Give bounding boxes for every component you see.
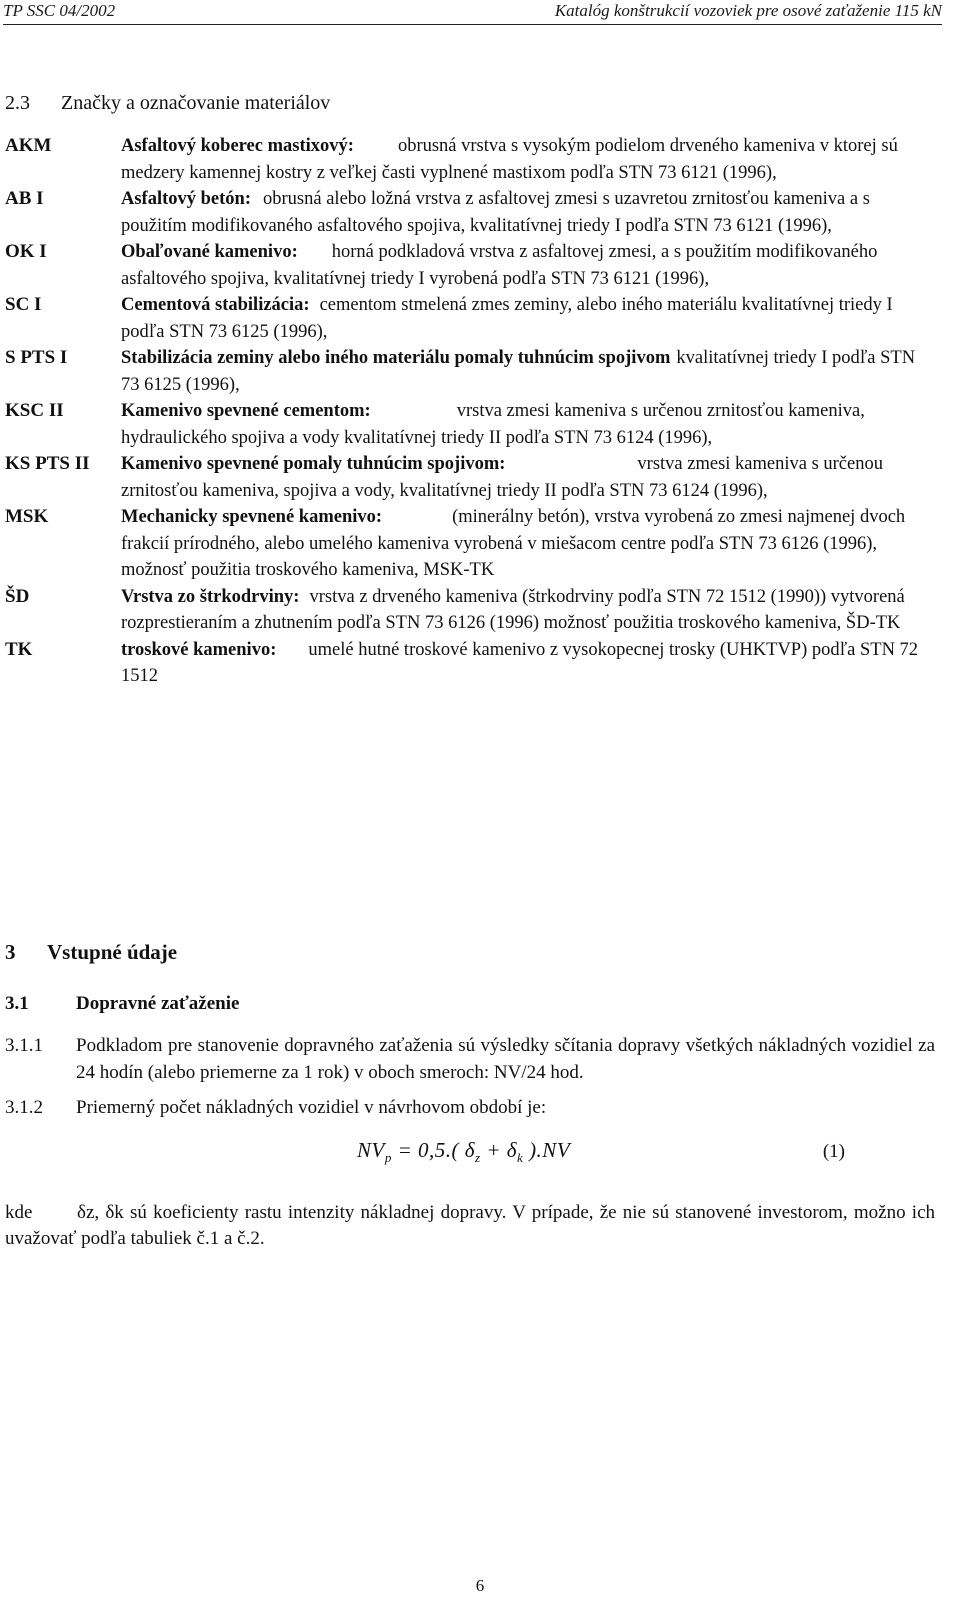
abbreviation-text: kvalitatívnej triedy I podľa STN 73 6125 (1996),: [121, 348, 916, 395]
abbreviation-text: vrstva zmesi kameniva s určenou zrnitosťou kameniva, spojiva a vody, kvalitatívnej triedy II podľa STN 73 6124 (1996),: [121, 454, 883, 501]
abbreviation-term: Obaľované kamenivo:: [121, 242, 298, 262]
abbreviation-term: Cementová stabilizácia:: [121, 295, 310, 315]
subsection-heading: [5, 993, 239, 1015]
abbreviation-term: Stabilizácia zeminy alebo iného materiálu pomaly tuhnúcim spojivom: [121, 348, 671, 368]
abbreviation-term: Mechanicky spevnené kamenivo:: [121, 507, 383, 527]
paragraph-number: 3.1.1: [5, 1035, 43, 1056]
chapter-number: 3: [5, 940, 16, 964]
abbreviation-term: Asfaltový koberec mastixový:: [121, 136, 354, 156]
abbreviation-term: troskové kamenivo:: [121, 639, 277, 660]
equation-subscript-z: z: [475, 1150, 481, 1166]
abbreviation-text: umelé hutné troskové kamenivo z vysokopecnej trosky (UHKTVP) podľa STN 72 1512: [121, 639, 919, 686]
abbreviation-item: [5, 398, 935, 451]
subsection-number: 3.1: [5, 993, 29, 1014]
paragraph-text: Podkladom pre stanovenie dopravného zaťaženia sú výsledky sčítania dopravy všetkých nákladných vozidiel za 24 hodín (alebo priemerne za 1 rok) v oboch smeroch: NV/24 hod.: [76, 1035, 935, 1083]
equation-rhs: ).NV: [523, 1138, 571, 1162]
abbreviation-text: vrstva z drveného kameniva (štrkodrviny podľa STN 72 1512 (1990)) vytvorená rozprestieraním a zhutnením podľa STN 73 6126 (1996) možnosť použitia troskového kameniva, ŠD-TK: [121, 586, 905, 633]
equation-lhs-subscript: p: [384, 1150, 392, 1166]
abbreviation-code: TK: [5, 638, 33, 660]
abbreviation-code: AKM: [5, 135, 52, 156]
chapter-heading: [5, 940, 177, 965]
paragraph-number: 3.1.2: [5, 1097, 43, 1118]
abbreviation-text: cementom stmelená zmes zeminy, alebo iného materiálu kvalitatívnej triedy I podľa STN 73 6125 (1996),: [121, 295, 893, 342]
abbreviation-description: [121, 345, 935, 398]
abbreviation-term: Kamenivo spevnené cementom:: [121, 401, 371, 421]
paragraph-text: Priemerný počet nákladných vozidiel v návrhovom období je:: [76, 1097, 547, 1118]
abbreviation-list: [5, 133, 935, 690]
section-title: Značky a označovanie materiálov: [61, 92, 331, 114]
abbreviation-description: [121, 398, 935, 451]
where-label: kde: [5, 1202, 33, 1223]
abbreviation-code: MSK: [5, 506, 49, 527]
abbreviation-text: vrstva zmesi kameniva s určenou zrnitosťou kameniva, hydraulického spojiva a vody kvalitatívnej triedy II podľa STN 73 6124 (1996),: [121, 401, 865, 448]
section-number: 2.3: [5, 92, 30, 114]
abbreviation-code: SC I: [5, 294, 42, 315]
abbreviation-text: obrusná vrstva s vysokým podielom drveného kameniva v ktorej sú medzery kamennej kostry z veľkej časti vyplnené mastixom podľa STN 73 6121 (1996),: [121, 136, 898, 183]
abbreviation-description: [121, 584, 935, 637]
header-document-title: Katalóg konštrukcií vozoviek pre osové zaťaženie 115 kN: [554, 1, 942, 20]
abbreviation-code: KSC II: [5, 400, 64, 421]
subsection-title: Dopravné zaťaženie: [76, 993, 240, 1014]
section-heading: [5, 92, 330, 115]
paragraph: [5, 1032, 935, 1086]
abbreviation-text: (minerálny betón), vrstva vyrobená zo zmesi najmenej dvoch frakcií prírodného, alebo umelého kameniva vyrobená v miešacom centre podľa STN 73 6126 (1996), možnosť použitia troskového kameniva, MSK-TK: [121, 507, 906, 580]
where-text: δz, δk sú koeficienty rastu intenzity nákladnej dopravy. V prípade, že nie sú stanovené investorom, možno ich uvažovať podľa tabuliek č.1 a č.2.: [5, 1202, 935, 1249]
abbreviation-item: [5, 239, 935, 292]
abbreviation-term: Vrstva zo štrkodrviny:: [121, 586, 300, 607]
abbreviation-description: [121, 637, 935, 690]
paragraph: [5, 1094, 935, 1121]
abbreviation-description: [121, 186, 935, 239]
abbreviation-item: [5, 504, 935, 584]
header-document-id: TP SSC 04/2002: [3, 1, 116, 20]
where-paragraph: [5, 1200, 935, 1252]
equation-plus: + δ: [480, 1138, 518, 1162]
chapter-title: Vstupné údaje: [47, 940, 178, 964]
abbreviation-code: AB I: [5, 188, 44, 209]
equation-number: (1): [822, 1141, 845, 1162]
page-number: 6: [475, 1576, 485, 1595]
abbreviation-code: S PTS I: [5, 347, 68, 368]
abbreviation-description: [121, 451, 935, 504]
abbreviation-description: [121, 239, 935, 292]
abbreviation-item: [5, 186, 935, 239]
abbreviation-item: [5, 584, 935, 637]
abbreviation-term: Kamenivo spevnené pomaly tuhnúcim spojivom:: [121, 454, 506, 474]
abbreviation-description: [121, 292, 935, 345]
abbreviation-item: [5, 451, 935, 504]
equation-middle: = 0,5.( δ: [391, 1138, 476, 1162]
abbreviation-text: horná podkladová vrstva z asfaltovej zmesi, a s použitím modifikovaného asfaltového spojiva, kvalitatívnej triedy I vyrobená podľa STN 73 6121 (1996),: [121, 242, 878, 289]
abbreviation-code: ŠD: [5, 585, 30, 607]
abbreviation-text: obrusná alebo ložná vrstva z asfaltovej zmesi s uzavretou zrnitosťou kameniva a s použitím modifikovaného asfaltového spojiva, kvalitatívnej triedy I podľa STN 73 6121 (1996),: [121, 189, 870, 236]
abbreviation-item: [5, 292, 935, 345]
abbreviation-description: [121, 133, 935, 186]
equation: [357, 1138, 570, 1166]
page-header: [3, 0, 942, 25]
abbreviation-description: [121, 504, 935, 584]
abbreviation-item: [5, 133, 935, 186]
abbreviation-item: [5, 345, 935, 398]
abbreviation-item: [5, 637, 935, 690]
equation-subscript-k: k: [517, 1150, 524, 1166]
abbreviation-code: OK I: [5, 241, 47, 262]
abbreviation-term: Asfaltový betón:: [121, 189, 252, 209]
equation-lhs: NV: [357, 1138, 385, 1162]
abbreviation-code: KS PTS II: [5, 453, 90, 474]
